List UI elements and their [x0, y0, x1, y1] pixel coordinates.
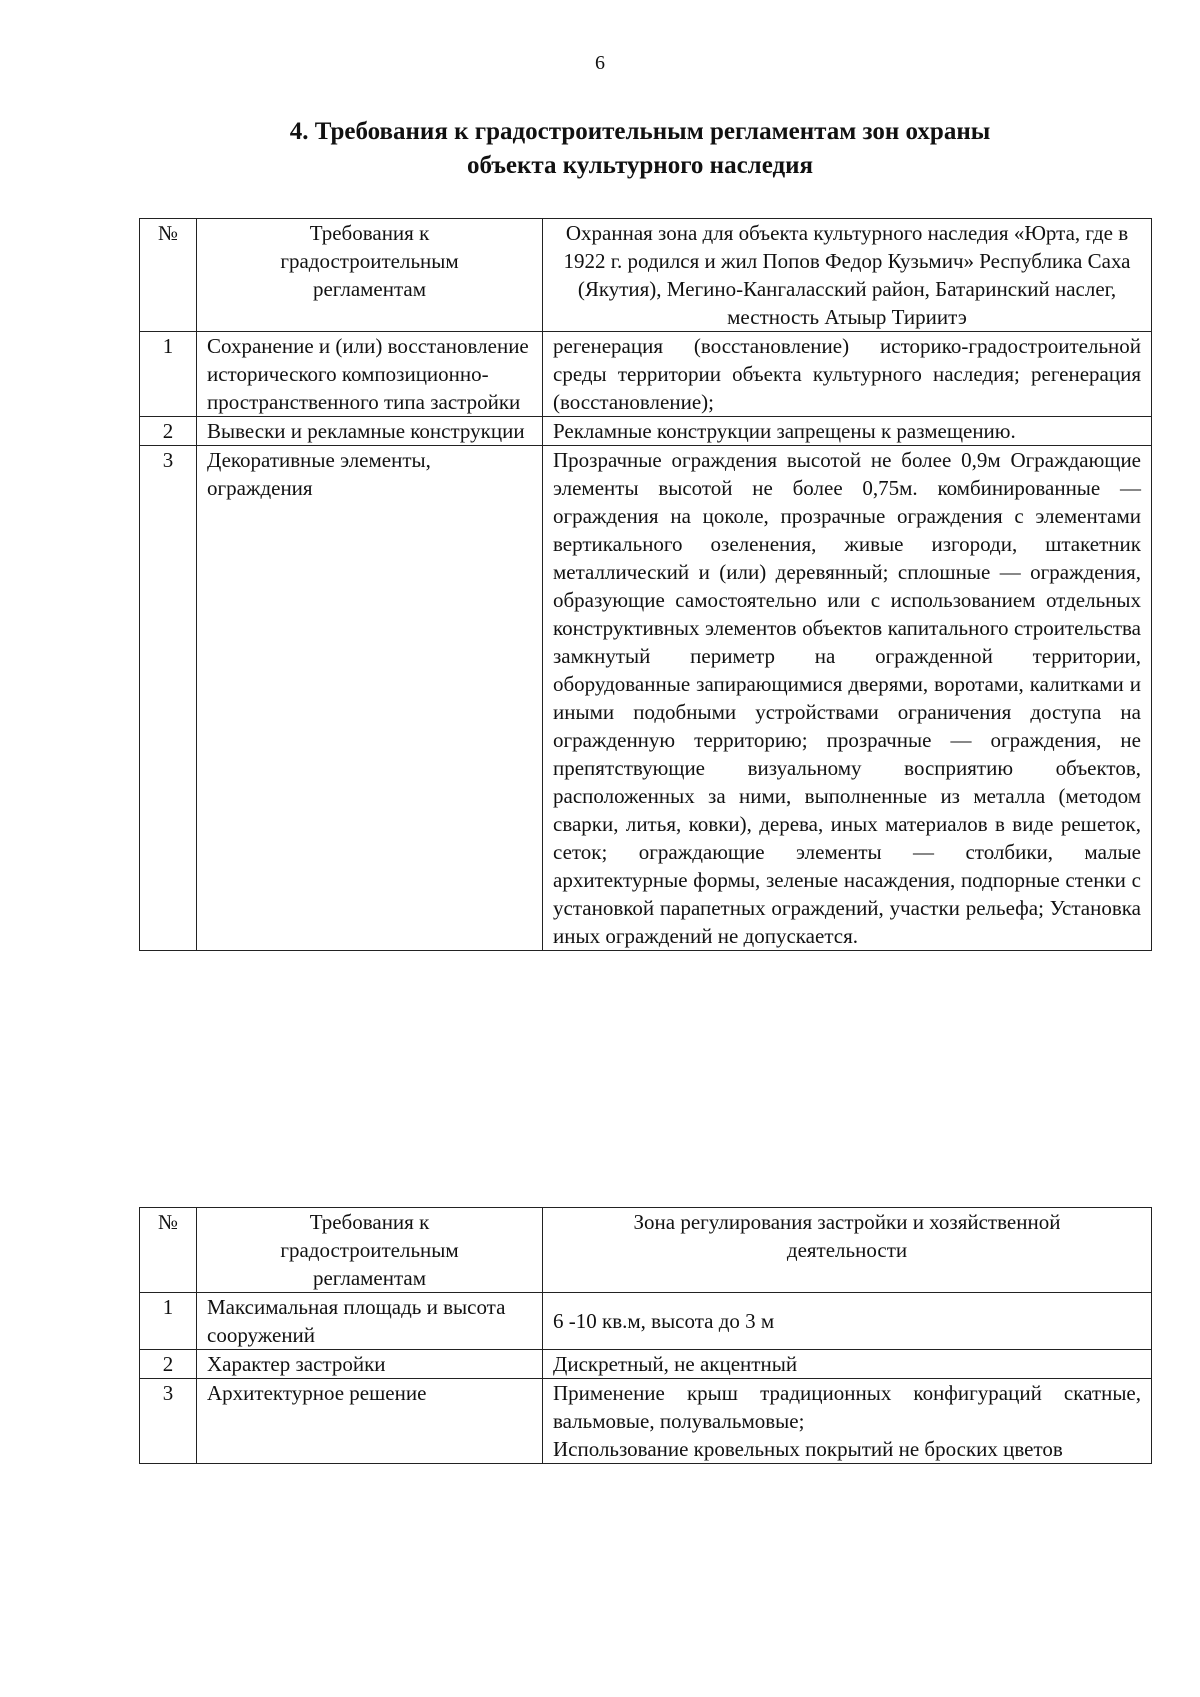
section-title-line-1: 4. Требования к градостроительным регламентам зон охраны — [289, 118, 991, 145]
header-num: № — [140, 219, 197, 332]
row-num: 3 — [140, 1379, 197, 1464]
regulation-zone-table — [139, 1207, 1152, 1464]
row-value — [543, 1379, 1152, 1464]
row-requirement: Вывески и рекламные конструкции — [197, 417, 543, 446]
table-row — [140, 446, 1152, 951]
header-requirements: Требования к градостроительным регламентам — [197, 1208, 543, 1293]
table-header-row — [140, 219, 1152, 332]
row-value: Дискретный, не акцентный — [543, 1350, 1152, 1379]
row-requirement: Максимальная площадь и высота сооружений — [197, 1293, 543, 1350]
table-header-row — [140, 1208, 1152, 1293]
row-value: регенерация (восстановление) историко-градостроительной среды территории объекта культурного наследия; регенерация (восстановление); — [543, 332, 1152, 417]
header-zone: Зона регулирования застройки и хозяйственной деятельности — [543, 1208, 1152, 1293]
row-value: 6 -10 кв.м, высота до 3 м — [543, 1293, 1152, 1350]
page-number: 6 — [595, 52, 605, 74]
table-row — [140, 332, 1152, 417]
table-row — [140, 417, 1152, 446]
table-row — [140, 1350, 1152, 1379]
row-requirement: Архитектурное решение — [197, 1379, 543, 1464]
header-zone: Охранная зона для объекта культурного наследия «Юрта, где в 1922 г. родился и жил Попов Федор Кузьмич» Республика Саха (Якутия), Мегино-Кангаласский район, Батаринский наслег, местность Атыыр Тириитэ — [543, 219, 1152, 332]
section-title-line-2: объекта культурного наследия — [466, 152, 814, 179]
protection-zone-table — [139, 218, 1152, 951]
header-num: № — [140, 1208, 197, 1293]
row-requirement: Сохранение и (или) восстановление исторического композиционно-пространственного типа застройки — [197, 332, 543, 417]
row-value: Рекламные конструкции запрещены к размещению. — [543, 417, 1152, 446]
row-requirement: Декоративные элементы, ограждения — [197, 446, 543, 951]
table-row — [140, 1379, 1152, 1464]
header-requirements: Требования к градостроительным регламентам — [197, 219, 543, 332]
section-title — [240, 115, 1040, 183]
row-value: Прозрачные ограждения высотой не более 0,9м Ограждающие элементы высотой не более 0,75м. комбинированные — ограждения на цоколе, прозрачные ограждения с элементами вертикального озеленения, живые изгороди, штакетник металлический и (или) деревянный; сплошные — ограждения, образующие самостоятельно или с использованием отдельных конструктивных элементов объектов капитального строительства замкнутый периметр на огражденной территории, оборудованные запирающимися дверями, воротами, калитками и иными подобными устройствами ограничения доступа на огражденную территорию; прозрачные — ограждения, не препятствующие визуальному восприятию объектов, расположенных за ними, выполненные из металла (методом сварки, литья, ковки), дерева, иных материалов в виде решеток, сеток; ограждающие элементы — столбики, малые архитектурные формы, зеленые насаждения, подпорные стенки с установкой парапетных ограждений, участки рельефа; Установка иных ограждений не допускается. — [543, 446, 1152, 951]
row-num: 2 — [140, 417, 197, 446]
row-num: 2 — [140, 1350, 197, 1379]
table-row — [140, 1293, 1152, 1350]
row-value-line-2: Использование кровельных покрытий не броских цветов — [553, 1437, 1063, 1461]
row-requirement: Характер застройки — [197, 1350, 543, 1379]
row-num: 3 — [140, 446, 197, 951]
row-value-line-1: Применение крыш традиционных конфигураций скатные, вальмовые, полувальмовые; — [553, 1381, 1141, 1433]
row-num: 1 — [140, 332, 197, 417]
row-num: 1 — [140, 1293, 197, 1350]
